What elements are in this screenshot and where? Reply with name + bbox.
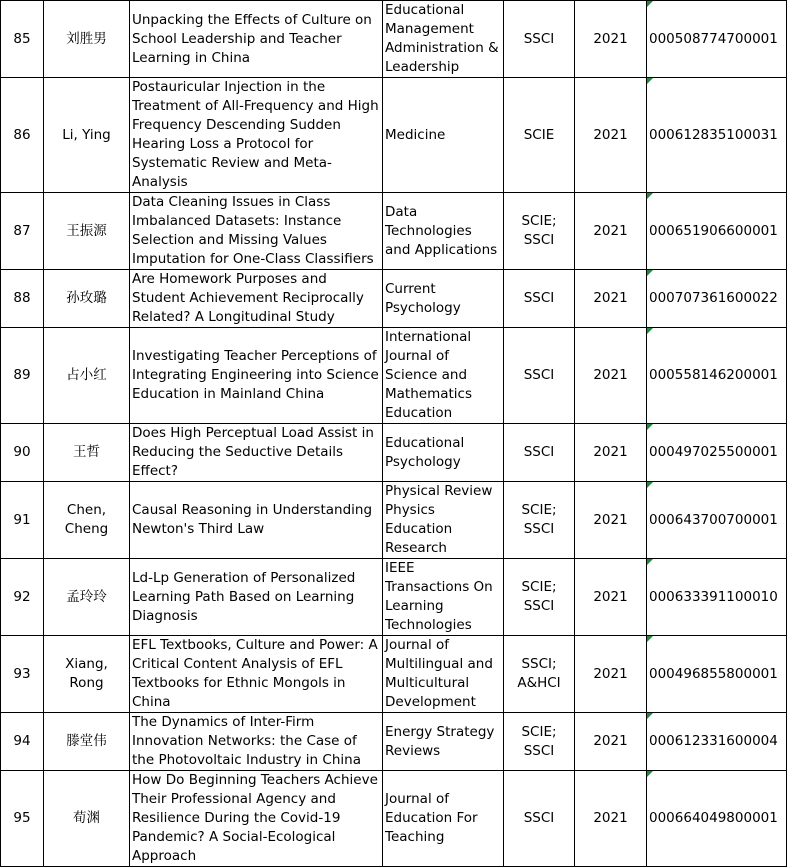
journal-cell[interactable]: IEEE Transactions On Learning Technologies <box>383 559 504 636</box>
title-cell[interactable]: Postauricular Injection in the Treatment of All-Frequency and High Frequency Descending Sudden Hearing Loss a Protocol for Systematic Review and Meta-Analysis <box>130 78 383 193</box>
row-number-cell[interactable]: 87 <box>1 193 44 270</box>
journal-cell[interactable]: Educational Management Administration & Leadership <box>383 1 504 78</box>
row-number-cell[interactable]: 85 <box>1 1 44 78</box>
accession-number-text: 000612331600004 <box>649 733 778 749</box>
row-number-cell[interactable]: 92 <box>1 559 44 636</box>
table-row <box>1 771 787 867</box>
table-row <box>1 482 787 559</box>
title-cell[interactable]: The Dynamics of Inter-Firm Innovation Networks: the Case of the Photovoltaic Industry in China <box>130 713 383 771</box>
accession-number-text: 000633391100010 <box>649 588 778 605</box>
accession-number-cell[interactable] <box>647 424 787 482</box>
title-cell[interactable]: EFL Textbooks, Culture and Power: A Critical Content Analysis of EFL Textbooks for Ethnic Mongols in China <box>130 636 383 713</box>
number-stored-as-text-indicator-icon <box>647 270 653 276</box>
number-stored-as-text-indicator-icon <box>647 78 653 84</box>
accession-number-cell[interactable] <box>647 482 787 559</box>
title-cell[interactable]: Causal Reasoning in Understanding Newton's Third Law <box>130 482 383 559</box>
accession-number-cell[interactable] <box>647 1 787 78</box>
accession-number-cell[interactable] <box>647 193 787 270</box>
number-stored-as-text-indicator-icon <box>647 482 653 488</box>
author-cell[interactable]: 刘胜男 <box>44 1 130 78</box>
title-cell[interactable]: Does High Perceptual Load Assist in Reducing the Seductive Details Effect? <box>130 424 383 482</box>
journal-cell[interactable]: Journal of Multilingual and Multicultural Development <box>383 636 504 713</box>
table-row <box>1 559 787 636</box>
table-row <box>1 193 787 270</box>
accession-number-cell[interactable] <box>647 713 787 771</box>
accession-number-cell[interactable] <box>647 328 787 424</box>
index-cell[interactable]: SSCI <box>504 424 575 482</box>
year-cell[interactable]: 2021 <box>575 1 647 78</box>
row-number-cell[interactable]: 91 <box>1 482 44 559</box>
journal-cell[interactable]: Journal of Education For Teaching <box>383 771 504 867</box>
year-cell[interactable]: 2021 <box>575 193 647 270</box>
accession-number-cell[interactable] <box>647 78 787 193</box>
number-stored-as-text-indicator-icon <box>647 771 653 777</box>
row-number-cell[interactable]: 94 <box>1 713 44 771</box>
accession-number-text: 000643700700001 <box>649 511 778 528</box>
index-cell[interactable]: SCIE; SSCI <box>504 559 575 636</box>
index-cell[interactable]: SSCI <box>504 328 575 424</box>
author-cell[interactable]: Li, Ying <box>44 78 130 193</box>
journal-cell[interactable]: Physical Review Physics Education Research <box>383 482 504 559</box>
table-row <box>1 636 787 713</box>
journal-cell[interactable]: Data Technologies and Applications <box>383 193 504 270</box>
title-cell[interactable]: Investigating Teacher Perceptions of Integrating Engineering into Science Education in Mainland China <box>130 328 383 424</box>
author-cell[interactable]: 王哲 <box>44 424 130 482</box>
accession-number-cell[interactable] <box>647 270 787 328</box>
accession-number-cell[interactable] <box>647 636 787 713</box>
accession-number-text: 000707361600022 <box>649 290 778 306</box>
title-cell[interactable]: Ld-Lp Generation of Personalized Learning Path Based on Learning Diagnosis <box>130 559 383 636</box>
author-cell[interactable]: 孙玫璐 <box>44 270 130 328</box>
accession-number-text: 000508774700001 <box>649 30 778 47</box>
journal-cell[interactable]: Educational Psychology <box>383 424 504 482</box>
title-cell[interactable]: Are Homework Purposes and Student Achievement Reciprocally Related? A Longitudinal Study <box>130 270 383 328</box>
number-stored-as-text-indicator-icon <box>647 424 653 430</box>
index-cell[interactable]: SSCI <box>504 270 575 328</box>
year-cell[interactable]: 2021 <box>575 424 647 482</box>
journal-cell[interactable]: Current Psychology <box>383 270 504 328</box>
accession-number-text: 000496855800001 <box>649 665 778 682</box>
year-cell[interactable]: 2021 <box>575 713 647 771</box>
table-row <box>1 424 787 482</box>
index-cell[interactable]: SSCI; A&HCI <box>504 636 575 713</box>
row-number-cell[interactable]: 89 <box>1 328 44 424</box>
row-number-cell[interactable]: 86 <box>1 78 44 193</box>
number-stored-as-text-indicator-icon <box>647 193 653 199</box>
title-cell[interactable]: How Do Beginning Teachers Achieve Their Professional Agency and Resilience During the Covid-19 Pandemic? A Social-Ecological Approach <box>130 771 383 867</box>
author-cell[interactable]: 荀渊 <box>44 771 130 867</box>
table-body <box>1 1 787 867</box>
number-stored-as-text-indicator-icon <box>647 1 653 7</box>
year-cell[interactable]: 2021 <box>575 482 647 559</box>
table-row <box>1 270 787 328</box>
author-cell[interactable]: Xiang, Rong <box>44 636 130 713</box>
author-cell[interactable]: 占小红 <box>44 328 130 424</box>
year-cell[interactable]: 2021 <box>575 771 647 867</box>
author-cell[interactable]: 孟玲玲 <box>44 559 130 636</box>
row-number-cell[interactable]: 88 <box>1 270 44 328</box>
table-row <box>1 1 787 78</box>
accession-number-text: 000558146200001 <box>649 367 778 383</box>
journal-cell[interactable]: International Journal of Science and Mathematics Education <box>383 328 504 424</box>
title-cell[interactable]: Unpacking the Effects of Culture on School Leadership and Teacher Learning in China <box>130 1 383 78</box>
number-stored-as-text-indicator-icon <box>647 713 653 719</box>
table-row <box>1 328 787 424</box>
index-cell[interactable]: SCIE; SSCI <box>504 482 575 559</box>
index-cell[interactable]: SCIE; SSCI <box>504 193 575 270</box>
row-number-cell[interactable]: 90 <box>1 424 44 482</box>
accession-number-text: 000612835100031 <box>649 126 778 143</box>
title-cell[interactable]: Data Cleaning Issues in Class Imbalanced Datasets: Instance Selection and Missing Values Imputation for One-Class Classifiers <box>130 193 383 270</box>
accession-number-text: 000664049800001 <box>649 810 778 826</box>
accession-number-text: 000651906600001 <box>649 222 778 239</box>
index-cell[interactable]: SCIE <box>504 78 575 193</box>
year-cell[interactable]: 2021 <box>575 636 647 713</box>
number-stored-as-text-indicator-icon <box>647 636 653 642</box>
table-row <box>1 713 787 771</box>
accession-number-text: 000497025500001 <box>649 444 778 460</box>
index-cell[interactable]: SCIE; SSCI <box>504 713 575 771</box>
accession-number-cell[interactable] <box>647 559 787 636</box>
year-cell[interactable]: 2021 <box>575 78 647 193</box>
author-cell[interactable]: Chen, Cheng <box>44 482 130 559</box>
year-cell[interactable]: 2021 <box>575 328 647 424</box>
table-row <box>1 78 787 193</box>
row-number-cell[interactable]: 93 <box>1 636 44 713</box>
author-cell[interactable]: 王振源 <box>44 193 130 270</box>
index-cell[interactable]: SSCI <box>504 1 575 78</box>
year-cell[interactable]: 2021 <box>575 270 647 328</box>
number-stored-as-text-indicator-icon <box>647 328 653 334</box>
accession-number-cell[interactable] <box>647 771 787 867</box>
journal-cell[interactable]: Energy Strategy Reviews <box>383 713 504 771</box>
journal-cell[interactable]: Medicine <box>383 78 504 193</box>
index-cell[interactable]: SSCI <box>504 771 575 867</box>
year-cell[interactable]: 2021 <box>575 559 647 636</box>
row-number-cell[interactable]: 95 <box>1 771 44 867</box>
author-cell[interactable]: 滕堂伟 <box>44 713 130 771</box>
number-stored-as-text-indicator-icon <box>647 559 653 565</box>
